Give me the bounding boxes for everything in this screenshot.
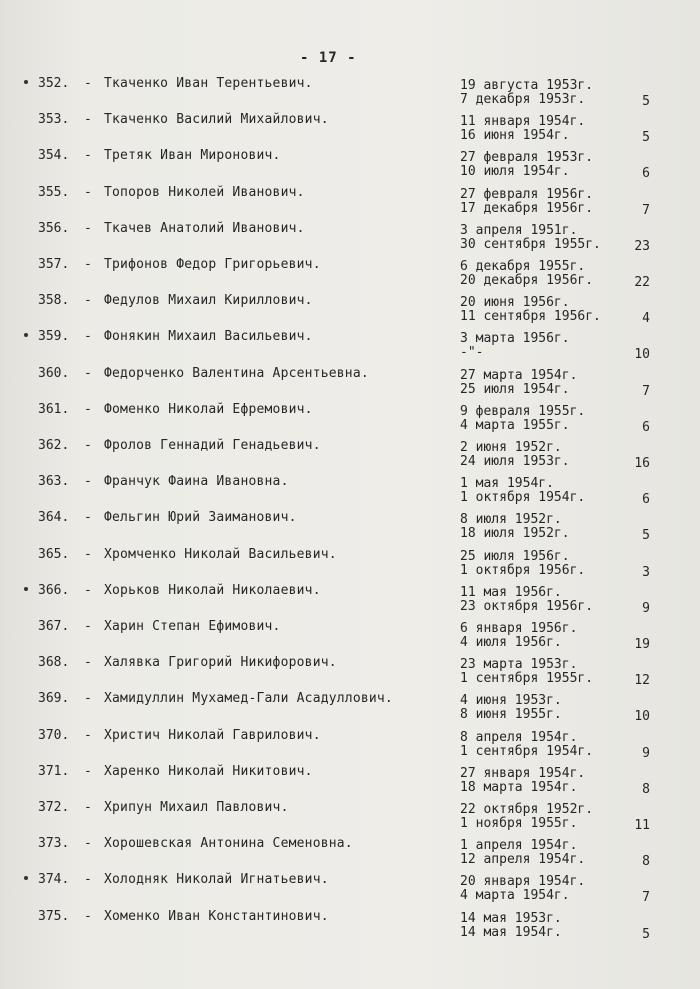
- entry-name: Третяк Иван Миронович.: [104, 148, 281, 164]
- entry-end-date: 12 апреля 1954г.: [460, 852, 586, 868]
- entry-name: Фонякин Михаил Васильевич.: [104, 329, 313, 345]
- list-item: [0, 474, 700, 510]
- entry-start-date: 23 марта 1953г.: [460, 657, 578, 673]
- entry-count: 19: [634, 637, 650, 652]
- list-item: [0, 547, 700, 583]
- entry-dash: -: [84, 401, 92, 417]
- entry-count: 7: [642, 383, 650, 399]
- entry-number: 362.: [38, 438, 70, 453]
- entry-dash: -: [84, 438, 92, 453]
- list-item: [0, 221, 700, 257]
- entry-dash: -: [84, 582, 92, 598]
- entry-end-date: 1 ноября 1955г.: [460, 816, 578, 831]
- margin-mark-icon: [24, 587, 28, 591]
- entry-start-date: 22 октября 1952г.: [460, 802, 594, 817]
- margin-mark-icon: [24, 333, 28, 337]
- entry-dash: -: [84, 655, 92, 671]
- entry-count: 8: [642, 781, 650, 797]
- entry-number: 359.: [38, 329, 70, 345]
- entry-name: Фельгин Юрий Заиманович.: [104, 510, 297, 526]
- entry-count: 4: [642, 311, 650, 327]
- entry-name: Христич Николай Гаврилович.: [104, 727, 321, 743]
- entry-number: 371.: [38, 763, 70, 779]
- entry-number: 368.: [38, 655, 70, 671]
- entry-start-date: 27 марта 1954г.: [460, 367, 578, 383]
- entry-start-date: 3 марта 1956г.: [460, 331, 570, 347]
- entry-number: 361.: [38, 401, 70, 417]
- entry-name: Франчук Фаина Ивановна.: [104, 474, 289, 490]
- entry-count: 8: [642, 854, 650, 870]
- list-item: [0, 257, 700, 293]
- entry-count: 10: [634, 347, 650, 363]
- entry-count: 5: [642, 528, 650, 544]
- entry-start-date: 8 июля 1952г.: [460, 512, 562, 528]
- entry-start-date: 20 января 1954г.: [460, 874, 586, 890]
- entry-end-date: 23 октября 1956г.: [460, 598, 594, 614]
- entry-dash: -: [84, 908, 92, 924]
- entry-count: 22: [634, 275, 650, 290]
- entry-start-date: 27 января 1954г.: [460, 765, 586, 781]
- entry-end-date: 20 декабря 1956г.: [460, 273, 594, 288]
- entry-end-date: 1 сентября 1955г.: [460, 671, 594, 687]
- entry-name: Ткаченко Иван Терентьевич.: [104, 76, 313, 91]
- entry-start-date: 2 июня 1952г.: [460, 440, 562, 455]
- list-item: [0, 836, 700, 872]
- entry-name: Хорьков Николай Николаевич.: [104, 582, 321, 598]
- entry-name: Холодняк Николай Игнатьевич.: [104, 872, 329, 888]
- entry-dash: -: [84, 691, 92, 707]
- entry-start-date: 1 апреля 1954г.: [460, 838, 578, 854]
- list-item: [0, 800, 700, 836]
- entry-name: Хамидуллин Мухамед-Гали Асадуллович.: [104, 691, 393, 707]
- entry-end-date: 11 сентября 1956г.: [460, 309, 601, 325]
- list-item: [0, 655, 700, 691]
- entry-end-date: 1 сентября 1954г.: [460, 743, 594, 759]
- entry-start-date: 6 декабря 1955г.: [460, 259, 586, 274]
- entry-dash: -: [84, 148, 92, 164]
- entry-count: 6: [642, 166, 650, 182]
- entry-name: Хоменко Иван Константинович.: [104, 908, 329, 924]
- list-item: [0, 366, 700, 402]
- entry-end-date: 10 июля 1954г.: [460, 164, 570, 180]
- entry-dash: -: [84, 800, 92, 815]
- list-item: [0, 402, 700, 438]
- entry-end-date: 30 сентября 1955г.: [460, 236, 601, 252]
- entry-number: 353.: [38, 112, 70, 128]
- list-item: [0, 691, 700, 727]
- entry-dash: -: [84, 112, 92, 128]
- entry-count: 9: [642, 600, 650, 616]
- entry-start-date: 27 февраля 1953г.: [460, 150, 594, 166]
- entry-start-date: 4 июня 1953г.: [460, 693, 562, 709]
- entry-name: Харенко Николай Никитович.: [104, 763, 313, 779]
- entry-name: Хромченко Николай Васильевич.: [104, 546, 337, 562]
- page-number: - 17 -: [300, 50, 357, 66]
- list-item: [0, 293, 700, 329]
- entry-number: 373.: [38, 836, 70, 852]
- entry-end-date: 16 июня 1954г.: [460, 128, 570, 144]
- entry-dash: -: [84, 257, 92, 272]
- entry-name: Хрипун Михаил Павлович.: [104, 800, 289, 815]
- entry-start-date: 9 февраля 1955г.: [460, 403, 586, 419]
- entry-number: 367.: [38, 619, 70, 634]
- entry-number: 366.: [38, 582, 70, 598]
- entry-number: 360.: [38, 365, 70, 381]
- entry-start-date: 1 мая 1954г.: [460, 476, 554, 492]
- entry-number: 369.: [38, 691, 70, 707]
- list-item: [0, 872, 700, 908]
- entry-start-date: 19 августа 1953г.: [460, 78, 594, 93]
- entry-count: 16: [634, 456, 650, 471]
- list-item: [0, 728, 700, 764]
- entry-count: 5: [642, 94, 650, 109]
- entry-dash: -: [84, 474, 92, 490]
- entry-name: Харин Степан Ефимович.: [104, 619, 281, 634]
- entry-end-date: 17 декабря 1956г.: [460, 200, 594, 216]
- list-item: [0, 76, 700, 112]
- entry-count: 9: [642, 745, 650, 761]
- entry-name: Топоров Николей Иванович.: [104, 184, 305, 200]
- entry-name: Фролов Геннадий Генадьевич.: [104, 438, 321, 453]
- list-item: [0, 112, 700, 148]
- entry-number: 363.: [38, 474, 70, 490]
- entry-end-date: 24 июля 1953г.: [460, 454, 570, 469]
- entry-count: 11: [634, 818, 650, 833]
- list-item: [0, 510, 700, 546]
- entry-number: 355.: [38, 184, 70, 200]
- entry-count: 23: [634, 238, 650, 254]
- entry-name: Ткачев Анатолий Иванович.: [104, 220, 305, 236]
- entry-dash: -: [84, 872, 92, 888]
- list-item: [0, 185, 700, 221]
- entry-dash: -: [84, 329, 92, 345]
- entry-dash: -: [84, 220, 92, 236]
- entry-start-date: 6 января 1956г.: [460, 621, 578, 636]
- entry-count: 10: [634, 709, 650, 725]
- margin-mark-icon: [24, 876, 28, 880]
- entry-count: 7: [642, 202, 650, 218]
- entry-name: Федулов Михаил Кириллович.: [104, 293, 313, 309]
- entry-number: 365.: [38, 546, 70, 562]
- entry-start-date: 11 мая 1956г.: [460, 584, 562, 600]
- list-item: [0, 909, 700, 945]
- list-item: [0, 619, 700, 655]
- entry-end-date: -"-: [460, 345, 484, 361]
- entry-number: 354.: [38, 148, 70, 164]
- list-item: [0, 329, 700, 365]
- entry-start-date: 25 июля 1956г.: [460, 548, 570, 564]
- entry-start-date: 20 июня 1956г.: [460, 295, 570, 311]
- entry-number: 375.: [38, 908, 70, 924]
- entry-count: 5: [642, 130, 650, 146]
- entry-dash: -: [84, 510, 92, 526]
- list-item: [0, 438, 700, 474]
- entry-end-date: 8 июня 1955г.: [460, 707, 562, 723]
- entry-end-date: 7 декабря 1953г.: [460, 92, 586, 107]
- entry-name: Халявка Григорий Никифорович.: [104, 655, 337, 671]
- entry-end-date: 4 марта 1955г.: [460, 417, 570, 433]
- entry-number: 357.: [38, 257, 70, 272]
- entry-count: 6: [642, 492, 650, 508]
- entry-number: 370.: [38, 727, 70, 743]
- entry-name: Трифонов Федор Григорьевич.: [104, 257, 321, 272]
- entry-name: Федорченко Валентина Арсентьевна.: [104, 365, 369, 381]
- margin-mark-icon: [24, 80, 28, 84]
- entry-number: 364.: [38, 510, 70, 526]
- entry-dash: -: [84, 546, 92, 562]
- entry-count: 5: [642, 926, 650, 942]
- entry-dash: -: [84, 763, 92, 779]
- entry-count: 3: [642, 564, 650, 580]
- entry-name: Хорошевская Антонина Семеновна.: [104, 836, 353, 852]
- entry-dash: -: [84, 836, 92, 852]
- entry-count: 12: [634, 673, 650, 689]
- entry-end-date: 18 марта 1954г.: [460, 779, 578, 795]
- entry-start-date: 3 апреля 1951г.: [460, 222, 578, 238]
- entry-end-date: 4 июля 1956г.: [460, 635, 562, 650]
- entry-number: 374.: [38, 872, 70, 888]
- entry-dash: -: [84, 293, 92, 309]
- entry-number: 356.: [38, 220, 70, 236]
- entry-dash: -: [84, 727, 92, 743]
- list-item: [0, 583, 700, 619]
- entry-end-date: 14 мая 1954г.: [460, 924, 562, 940]
- entry-number: 372.: [38, 800, 70, 815]
- entry-start-date: 27 февраля 1956г.: [460, 186, 594, 202]
- entry-number: 352.: [38, 76, 70, 91]
- entry-dash: -: [84, 76, 92, 91]
- entry-dash: -: [84, 365, 92, 381]
- entry-start-date: 14 мая 1953г.: [460, 910, 562, 926]
- entry-end-date: 1 октября 1954г.: [460, 490, 586, 506]
- entry-start-date: 8 апреля 1954г.: [460, 729, 578, 745]
- list-item: [0, 764, 700, 800]
- entry-end-date: 4 марта 1954г.: [460, 888, 570, 904]
- list-item: [0, 148, 700, 184]
- entry-start-date: 11 января 1954г.: [460, 114, 586, 130]
- entry-count: 6: [642, 419, 650, 435]
- entry-name: Ткаченко Василий Михайлович.: [104, 112, 329, 128]
- entry-end-date: 25 июля 1954г.: [460, 381, 570, 397]
- entry-dash: -: [84, 619, 92, 634]
- entry-count: 7: [642, 890, 650, 906]
- entry-name: Фоменко Николай Ефремович.: [104, 401, 313, 417]
- entry-number: 358.: [38, 293, 70, 309]
- entry-dash: -: [84, 184, 92, 200]
- entry-end-date: 18 июля 1952г.: [460, 526, 570, 542]
- entry-end-date: 1 октября 1956г.: [460, 562, 586, 578]
